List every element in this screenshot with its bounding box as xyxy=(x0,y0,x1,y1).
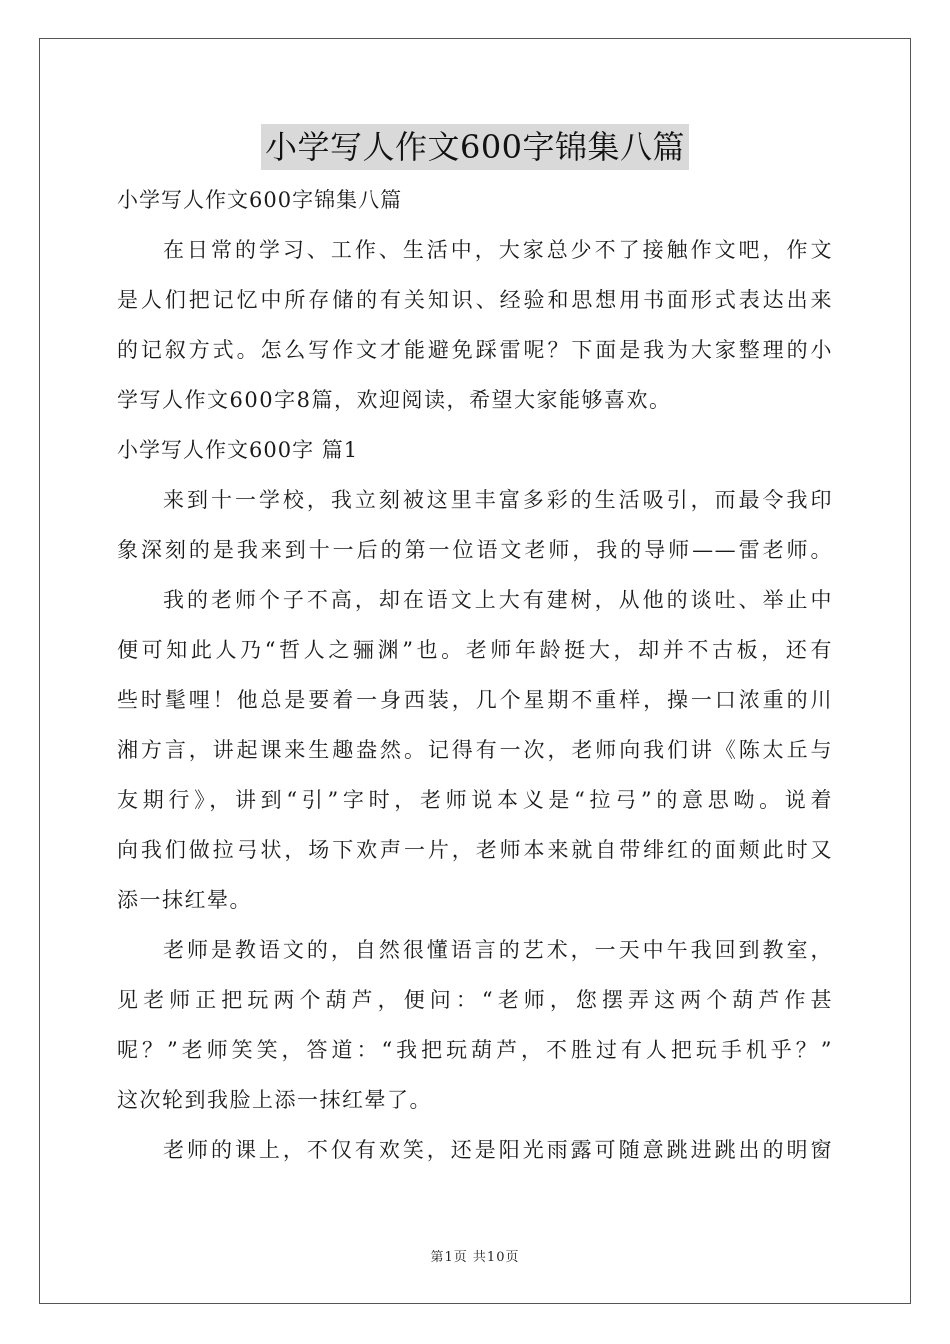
paragraph-line: 是人们把记忆中所存储的有关知识、经验和思想用书面形式表达出来 xyxy=(117,288,833,312)
paragraph-line: 些时髦哩！他总是要着一身西装，几个星期不重样，操一口浓重的川 xyxy=(117,688,833,712)
paragraph-line: 这次轮到我脸上添一抹红晕了。 xyxy=(117,1088,432,1112)
paragraph-line: 的记叙方式。怎么写作文才能避免踩雷呢？下面是我为大家整理的小 xyxy=(117,338,833,362)
paragraph-line: 添一抹红晕。 xyxy=(117,888,252,912)
paragraph-line: 我的老师个子不高，却在语文上大有建树，从他的谈吐、举止中 xyxy=(163,588,833,612)
document-title: 小学写人作文600字锦集八篇 xyxy=(261,124,689,170)
section-heading: 小学写人作文600字锦集八篇 xyxy=(117,188,403,212)
paragraph-line: 老师是教语文的，自然很懂语言的艺术，一天中午我回到教室， xyxy=(163,938,833,962)
title-area xyxy=(0,124,950,170)
paragraph-line: 呢？”老师笑笑，答道：“我把玩葫芦，不胜过有人把玩手机乎？” xyxy=(117,1038,833,1062)
paragraph-line: 向我们做拉弓状，场下欢声一片，老师本来就自带绯红的面颊此时又 xyxy=(117,838,833,862)
section-heading: 小学写人作文600字 篇1 xyxy=(117,438,359,462)
page-footer: 第1页 共10页 xyxy=(430,1250,520,1265)
paragraph-line: 在日常的学习、工作、生活中，大家总少不了接触作文吧，作文 xyxy=(163,238,833,262)
paragraph-line: 老师的课上，不仅有欢笑，还是阳光雨露可随意跳进跳出的明窗 xyxy=(163,1138,833,1162)
paragraph-line: 学写人作文600字8篇，欢迎阅读，希望大家能够喜欢。 xyxy=(117,388,672,412)
document-body xyxy=(117,175,833,1175)
paragraph-line: 来到十一学校，我立刻被这里丰富多彩的生活吸引，而最令我印 xyxy=(163,488,833,512)
paragraph-line: 见老师正把玩两个葫芦，便问：“老师，您摆弄这两个葫芦作甚 xyxy=(117,988,833,1012)
paragraph-line: 湘方言，讲起课来生趣盎然。记得有一次，老师向我们讲《陈太丘与 xyxy=(117,738,833,762)
paragraph-line: 友期行》，讲到“引”字时，老师说本义是“拉弓”的意思呦。说着 xyxy=(117,788,833,812)
paragraph-line: 象深刻的是我来到十一后的第一位语文老师，我的导师——雷老师。 xyxy=(117,538,833,562)
paragraph-line: 便可知此人乃“哲人之骊渊”也。老师年龄挺大，却并不古板，还有 xyxy=(117,638,833,662)
